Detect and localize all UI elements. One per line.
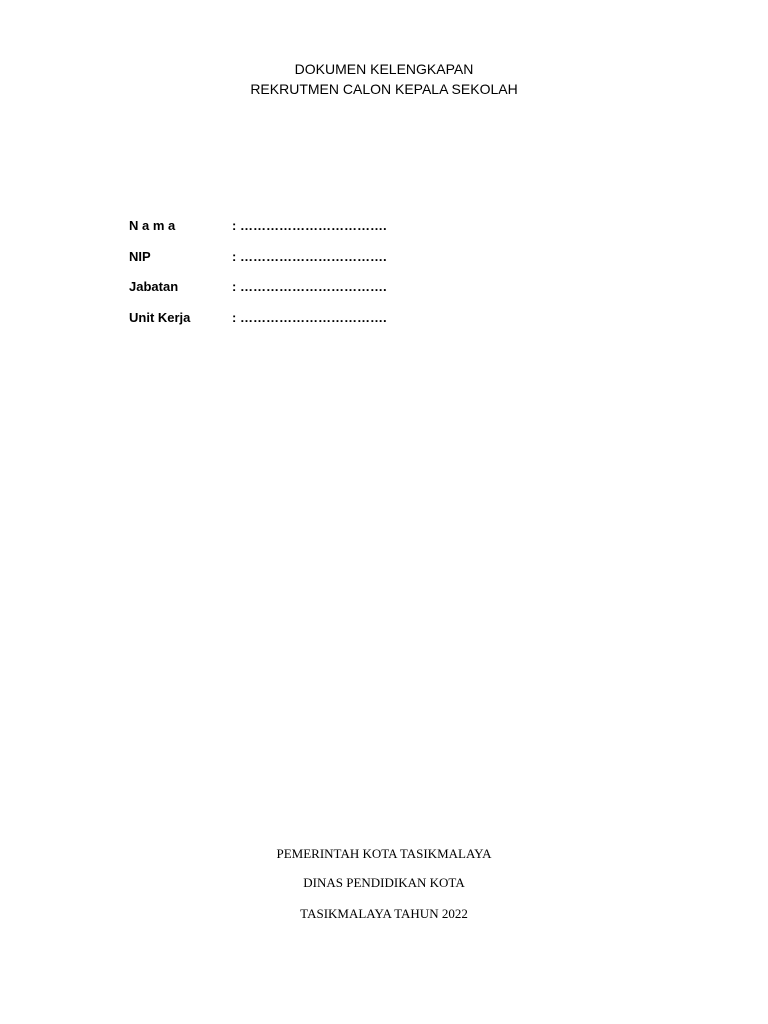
- field-value-nama: : …………………………….: [232, 218, 387, 233]
- field-row-jabatan: [129, 278, 629, 296]
- field-value-nip: : …………………………….: [232, 249, 387, 264]
- footer-line1: PEMERINTAH KOTA TASIKMALAYA: [276, 846, 492, 861]
- field-row-unit-kerja: [129, 309, 629, 327]
- field-label-nama: N a m a: [129, 218, 176, 233]
- field-row-nama: [129, 217, 629, 235]
- field-label-nip: NIP: [129, 249, 151, 264]
- field-value-unit-kerja: : …………………………….: [232, 310, 387, 325]
- document-title-line2: REKRUTMEN CALON KEPALA SEKOLAH: [250, 81, 518, 97]
- field-row-nip: [129, 248, 629, 266]
- footer-line2: DINAS PENDIDIKAN KOTA: [303, 875, 465, 890]
- field-value-jabatan: : …………………………….: [232, 279, 387, 294]
- field-label-jabatan: Jabatan: [129, 279, 179, 294]
- field-label-unit-kerja: Unit Kerja: [129, 310, 191, 325]
- document-title-line1: DOKUMEN KELENGKAPAN: [294, 61, 474, 77]
- footer-line3: TASIKMALAYA TAHUN 2022: [300, 906, 468, 921]
